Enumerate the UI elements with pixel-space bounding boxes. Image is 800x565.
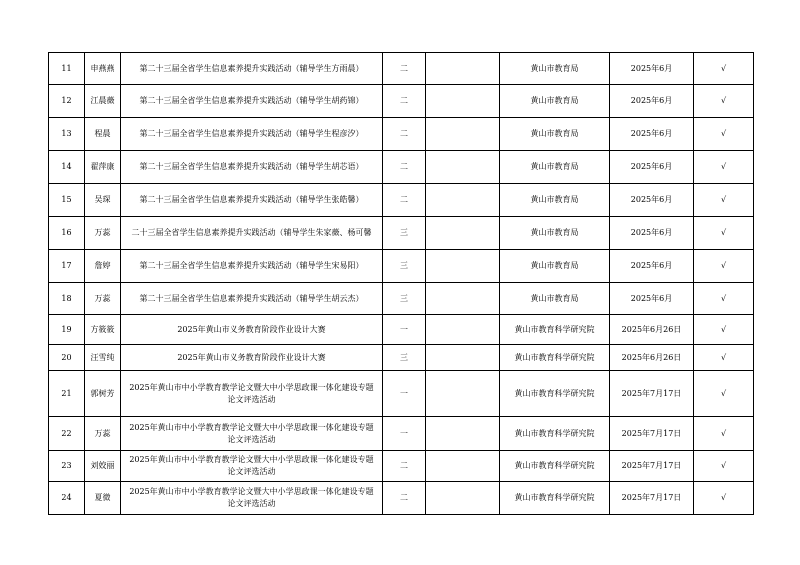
- activity-cell: 2025年黄山市中小学教育教学论文暨大中小学思政课一体化建设专题论文评选活动: [121, 482, 383, 515]
- activity-cell: 二十三届全省学生信息素养提升实践活动（辅导学生朱家薇、杨可馨: [121, 217, 383, 250]
- check-mark-cell: √: [694, 217, 754, 250]
- issuing-org-cell: 黄山市教育科学研究院: [500, 315, 610, 345]
- award-level-cell: 二: [383, 53, 426, 85]
- blank-cell: [426, 371, 500, 417]
- issuing-org-cell: 黄山市教育科学研究院: [500, 345, 610, 371]
- teacher-name-cell: 詹婷: [85, 250, 121, 283]
- check-mark-cell: √: [694, 184, 754, 217]
- blank-cell: [426, 417, 500, 451]
- teacher-name-cell: 万蕊: [85, 217, 121, 250]
- award-date-cell: 2025年6月: [610, 184, 694, 217]
- award-date-cell: 2025年6月: [610, 250, 694, 283]
- check-mark-cell: √: [694, 53, 754, 85]
- activity-cell: 第二十三届全省学生信息素养提升实践活动（辅导学生宋易阳）: [121, 250, 383, 283]
- activity-cell: 2025年黄山市中小学教育教学论文暨大中小学思政课一体化建设专题论文评选活动: [121, 451, 383, 482]
- teacher-name-cell: 刘姣丽: [85, 451, 121, 482]
- table-row: [49, 151, 754, 184]
- award-table: [48, 52, 754, 515]
- table-row: [49, 250, 754, 283]
- check-mark-cell: √: [694, 85, 754, 118]
- award-date-cell: 2025年7月17日: [610, 371, 694, 417]
- issuing-org-cell: 黄山市教育科学研究院: [500, 482, 610, 515]
- award-date-cell: 2025年6月: [610, 283, 694, 315]
- check-mark-cell: √: [694, 417, 754, 451]
- activity-cell: 2025年黄山市义务教育阶段作业设计大赛: [121, 345, 383, 371]
- row-number-cell: 19: [49, 315, 85, 345]
- issuing-org-cell: 黄山市教育局: [500, 151, 610, 184]
- award-date-cell: 2025年6月: [610, 151, 694, 184]
- row-number-cell: 17: [49, 250, 85, 283]
- row-number-cell: 15: [49, 184, 85, 217]
- issuing-org-cell: 黄山市教育局: [500, 184, 610, 217]
- activity-cell: 第二十三届全省学生信息素养提升实践活动（辅导学生方雨晨）: [121, 53, 383, 85]
- activity-cell: 2025年黄山市中小学教育教学论文暨大中小学思政课一体化建设专题论文评选活动: [121, 371, 383, 417]
- blank-cell: [426, 482, 500, 515]
- table-row: [49, 85, 754, 118]
- activity-cell: 第二十三届全省学生信息素养提升实践活动（辅导学生胡芯语）: [121, 151, 383, 184]
- award-date-cell: 2025年7月17日: [610, 482, 694, 515]
- table-row: [49, 118, 754, 151]
- row-number-cell: 14: [49, 151, 85, 184]
- table-row: [49, 315, 754, 345]
- teacher-name-cell: 郭树芳: [85, 371, 121, 417]
- row-number-cell: 16: [49, 217, 85, 250]
- table-row: [49, 283, 754, 315]
- blank-cell: [426, 184, 500, 217]
- award-date-cell: 2025年7月17日: [610, 451, 694, 482]
- issuing-org-cell: 黄山市教育局: [500, 85, 610, 118]
- check-mark-cell: √: [694, 451, 754, 482]
- check-mark-cell: √: [694, 371, 754, 417]
- check-mark-cell: √: [694, 151, 754, 184]
- award-level-cell: 二: [383, 151, 426, 184]
- table-row: [49, 184, 754, 217]
- award-level-cell: 三: [383, 283, 426, 315]
- table-row: [49, 482, 754, 515]
- row-number-cell: 24: [49, 482, 85, 515]
- teacher-name-cell: 程晨: [85, 118, 121, 151]
- row-number-cell: 20: [49, 345, 85, 371]
- activity-cell: 第二十三届全省学生信息素养提升实践活动（辅导学生程彦汐）: [121, 118, 383, 151]
- table-row: [49, 53, 754, 85]
- award-level-cell: 三: [383, 217, 426, 250]
- teacher-name-cell: 翟萍康: [85, 151, 121, 184]
- blank-cell: [426, 315, 500, 345]
- blank-cell: [426, 118, 500, 151]
- issuing-org-cell: 黄山市教育局: [500, 250, 610, 283]
- activity-cell: 2025年黄山市中小学教育教学论文暨大中小学思政课一体化建设专题论文评选活动: [121, 417, 383, 451]
- issuing-org-cell: 黄山市教育局: [500, 53, 610, 85]
- row-number-cell: 12: [49, 85, 85, 118]
- issuing-org-cell: 黄山市教育局: [500, 118, 610, 151]
- table-row: [49, 217, 754, 250]
- teacher-name-cell: 万蕊: [85, 283, 121, 315]
- table-row: [49, 345, 754, 371]
- check-mark-cell: √: [694, 345, 754, 371]
- teacher-name-cell: 万蕊: [85, 417, 121, 451]
- blank-cell: [426, 283, 500, 315]
- table-row: [49, 451, 754, 482]
- blank-cell: [426, 451, 500, 482]
- award-level-cell: 三: [383, 345, 426, 371]
- award-level-cell: 一: [383, 315, 426, 345]
- row-number-cell: 23: [49, 451, 85, 482]
- award-level-cell: 二: [383, 118, 426, 151]
- check-mark-cell: √: [694, 118, 754, 151]
- award-level-cell: 二: [383, 482, 426, 515]
- award-date-cell: 2025年6月: [610, 118, 694, 151]
- blank-cell: [426, 53, 500, 85]
- blank-cell: [426, 250, 500, 283]
- teacher-name-cell: 汪雪纯: [85, 345, 121, 371]
- teacher-name-cell: 江晨薇: [85, 85, 121, 118]
- row-number-cell: 11: [49, 53, 85, 85]
- issuing-org-cell: 黄山市教育科学研究院: [500, 417, 610, 451]
- issuing-org-cell: 黄山市教育局: [500, 283, 610, 315]
- row-number-cell: 13: [49, 118, 85, 151]
- award-date-cell: 2025年6月: [610, 217, 694, 250]
- award-level-cell: 二: [383, 85, 426, 118]
- award-table-body: [49, 53, 754, 515]
- activity-cell: 2025年黄山市义务教育阶段作业设计大赛: [121, 315, 383, 345]
- teacher-name-cell: 吴琛: [85, 184, 121, 217]
- check-mark-cell: √: [694, 482, 754, 515]
- award-level-cell: 一: [383, 371, 426, 417]
- issuing-org-cell: 黄山市教育局: [500, 217, 610, 250]
- issuing-org-cell: 黄山市教育科学研究院: [500, 451, 610, 482]
- issuing-org-cell: 黄山市教育科学研究院: [500, 371, 610, 417]
- award-level-cell: 一: [383, 417, 426, 451]
- teacher-name-cell: 申燕燕: [85, 53, 121, 85]
- award-level-cell: 二: [383, 184, 426, 217]
- activity-cell: 第二十三届全省学生信息素养提升实践活动（辅导学生胡药锦）: [121, 85, 383, 118]
- check-mark-cell: √: [694, 283, 754, 315]
- blank-cell: [426, 151, 500, 184]
- award-level-cell: 三: [383, 250, 426, 283]
- check-mark-cell: √: [694, 315, 754, 345]
- award-date-cell: 2025年7月17日: [610, 417, 694, 451]
- row-number-cell: 21: [49, 371, 85, 417]
- check-mark-cell: √: [694, 250, 754, 283]
- award-level-cell: 二: [383, 451, 426, 482]
- activity-cell: 第二十三届全省学生信息素养提升实践活动（辅导学生胡云杰）: [121, 283, 383, 315]
- award-date-cell: 2025年6月: [610, 85, 694, 118]
- award-date-cell: 2025年6月26日: [610, 315, 694, 345]
- activity-cell: 第二十三届全省学生信息素养提升实践活动（辅导学生张皓馨）: [121, 184, 383, 217]
- table-row: [49, 417, 754, 451]
- blank-cell: [426, 85, 500, 118]
- teacher-name-cell: 夏微: [85, 482, 121, 515]
- blank-cell: [426, 345, 500, 371]
- blank-cell: [426, 217, 500, 250]
- teacher-name-cell: 方筱筱: [85, 315, 121, 345]
- row-number-cell: 22: [49, 417, 85, 451]
- award-date-cell: 2025年6月: [610, 53, 694, 85]
- award-date-cell: 2025年6月26日: [610, 345, 694, 371]
- row-number-cell: 18: [49, 283, 85, 315]
- table-row: [49, 371, 754, 417]
